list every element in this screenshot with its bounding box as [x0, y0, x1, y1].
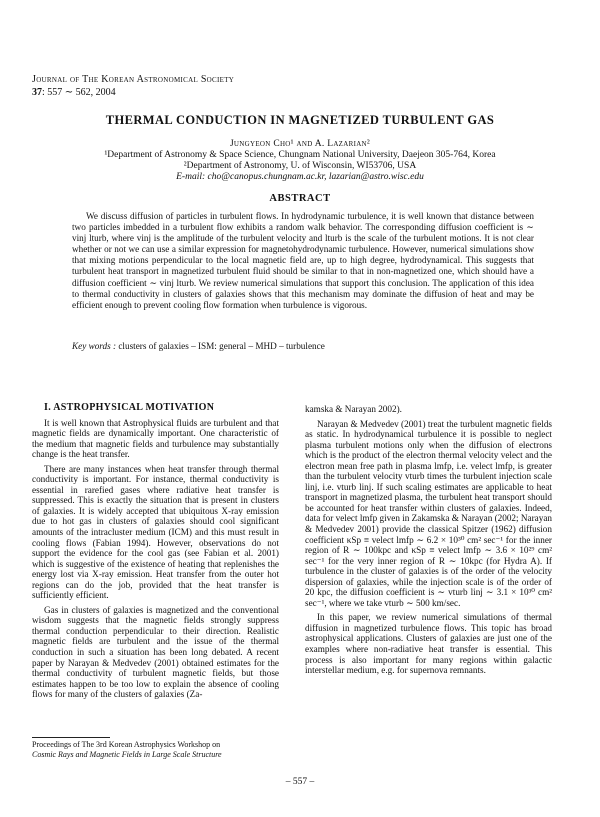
paragraph: It is well known that Astrophysical fluids are turbulent and that magnetic fields are dynamically important. One characteristic of the medium that magnetic fields and turbulence may substantially change is the heat transfer. [32, 417, 279, 460]
journal-header [32, 73, 234, 99]
footnote-line-2: Cosmic Rays and Magnetic Fields in Large Scale Structure [32, 749, 222, 759]
author-email: E-mail: cho@canopus.chungnam.ac.kr, lazarian@astro.wisc.edu [176, 172, 424, 182]
section-heading: I. ASTROPHYSICAL MOTIVATION [44, 402, 215, 413]
keywords-label: Key words : [72, 341, 117, 351]
journal-pages: : 557 ∼ 562, 2004 [42, 87, 116, 98]
journal-volume-line [32, 86, 234, 99]
paper-title: THERMAL CONDUCTION IN MAGNETIZED TURBULENT GAS [105, 113, 495, 127]
right-column [305, 404, 552, 680]
paragraph: Gas in clusters of galaxies is magnetized and the conventional wisdom suggests that the magnetic fields strongly suppress thermal conduction perpendicular to their direction. Realistic magnetic fields are turbulent and the issue of the thermal conduction in such a situation has been long debated. A recent paper by Narayan & Medvedev (2001) obtained estimates for the thermal conductivity of turbulent magnetic fields, but those estimates happen to be too low to explain the absence of cooling flows for many of the clusters of galaxies (Za- [32, 604, 279, 700]
affiliation-2: ²Department of Astronomy, U. of Wisconsin, WI53706, USA [183, 161, 417, 171]
paragraph-continuation: kamska & Narayan 2002). [305, 404, 402, 414]
footnote [32, 740, 222, 759]
footnote-line-1: Proceedings of The 3rd Korean Astrophysics Workshop on [32, 740, 221, 749]
paragraph: There are many instances when heat transfer through thermal conductivity is important. For instance, thermal conductivity is essential in rarefied gases where radiative heat transfer is suppressed. This is exactly the situation that is present in clusters of galaxies. It is widely accepted that ubiquitous X-ray emission due to hot gas in clusters of galaxies should cool significant amounts of the intracluster medium (ICM) and this must result in cooling flows (Fabian 1994). However, observations do not support the evidence for the cool gas (see Fabian et al. 2001) which is suggestive of the existence of heating that replenishes the energy lost via X-ray emission. Heat transfer from the outer hot regions can do the job, provided that the heat transfer is sufficiently efficient. [32, 463, 279, 601]
paragraph: In this paper, we review numerical simulations of thermal diffusion in magnetized turbulence flows. This topic has broad astrophysical applications. Clusters of galaxies are just one of the examples where non-radiative heat transfer is essential. This process is also important for many regions within galactic interstellar medium, e.g. for supernova remnants. [305, 612, 552, 676]
journal-volume: 37 [32, 87, 42, 98]
paragraph: Narayan & Medvedev (2001) treat the turbulent magnetic fields as static. In hydrodynamical turbulence it is possible to neglect plasma turbulent motions only when the diffusion of electrons which is the product of the electron thermal velocity velect and the electron mean free path in plasma lmfp, i.e. velect lmfp, is greater than the turbulent velocity vturb times the turbulent injection scale linj, i.e. vturb linj. If such scaling estimates are applicable to heat transport in magnetized plasma, the turbulent heat transport should be accounted for heat transfer within clusters of galaxies. Indeed, data for velect lmfp given in Zakamska & Narayan (2002; Narayan & Medvedev 2001) provide the classical Spitzer (1962) diffusion coefficient κSp ≡ velect lmfp ∼ 6.2 × 10³⁰ cm² sec⁻¹ for the inner region of R ∼ 100kpc and κSp ≡ velect lmfp ∼ 3.6 × 10²⁹ cm² sec⁻¹ for the very inner region of R ∼ 10kpc (for Hydra A). If turbulence in the cluster of galaxies is of the order of the velocity dispersion of galaxies, while the injection scale is of the order of 20 kpc, the diffusion coefficient is ∼ vturb linj ∼ 3.1 × 10³⁰ cm² sec⁻¹, where we take vturb ∼ 500 km/sec. [305, 418, 552, 608]
paper-authors: Jungyeon Cho¹ and A. Lazarian² [229, 139, 371, 149]
abstract-text: We discuss diffusion of particles in turbulent flows. In hydrodynamic turbulence, it is well known that distance between two particles imbedded in a turbulent flow exhibits a random walk behavior. The corresponding diffusion coefficient is ∼ vinj lturb, where vinj is the amplitude of the turbulent velocity and lturb is the scale of the turbulent motions. It is not clear whether or not we can use a similar expression for magnetohydrodynamic turbulence. However, numerical simulations show that mixing motions perpendicular to the local magnetic field are, up to high degree, hydrodynamical. This suggests that turbulent heat transport in magnetized turbulent fluid should be similar to that in non-magnetized one, which should have a diffusion coefficient ∼ vinj lturb. We review numerical simulations that support this conclusion. The application of this idea to thermal conductivity in clusters of galaxies shows that this mechanism may dominate the diffusion of heat and may be efficient enough to prevent cooling flow formation when turbulence is vigorous. [72, 211, 534, 310]
left-column [32, 403, 279, 704]
keywords-text: clusters of galaxies – ISM: general – MHD – turbulence [116, 341, 325, 351]
affiliation-1: ¹Department of Astronomy & Space Science, Chungnam National University, Daejeon 305-764, Korea [104, 150, 496, 160]
abstract-heading: ABSTRACT [269, 193, 331, 204]
keywords [72, 341, 534, 352]
journal-name: Journal of The Korean Astronomical Society [32, 74, 235, 85]
page-number: – 557 – [285, 777, 315, 787]
footnote-rule [32, 737, 110, 738]
